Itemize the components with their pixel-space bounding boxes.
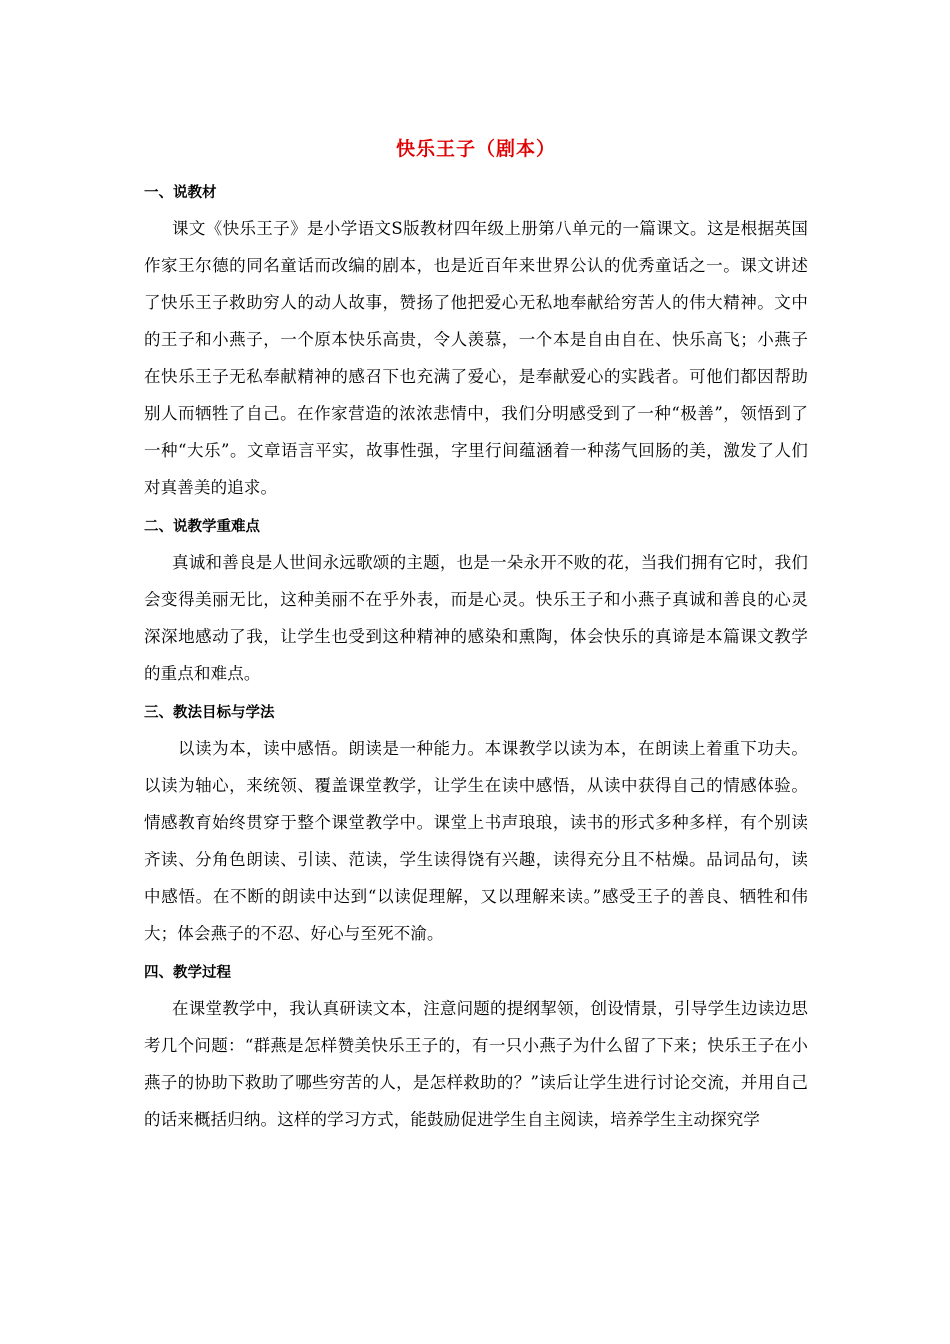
section-heading-key-points: 二、说教学重难点 (144, 519, 260, 535)
section-heading-teaching-methods: 三、教法目标与学法 (144, 705, 275, 721)
document-body (144, 132, 808, 1142)
section-heading-teaching-process: 四、教学过程 (144, 965, 231, 981)
paragraph-key-points: 真诚和善良是人世间永远歌颂的主题，也是一朵永开不败的花，当我们拥有它时，我们会变得美丽无比，这种美丽不在乎外表，而是心灵。快乐王子和小燕子真诚和善良的心灵深深地感动了我，让学生也受到这种精神的感染和熏陶，体会快乐的真谛是本篇课文教学的重点和难点。 (144, 553, 808, 683)
paragraph-textbook: 课文《快乐王子》是小学语文S版教材四年级上册第八单元的一篇课文。这是根据英国作家王尔德的同名童话而改编的剧本，也是近百年来世界公认的优秀童话之一。课文讲述了快乐王子救助穷人的动人故事，赞扬了他把爱心无私地奉献给穷苦人的伟大精神。文中的王子和小燕子，一个原本快乐高贵，令人羡慕，一个本是自由自在、快乐高飞；小燕子在快乐王子无私奉献精神的感召下也充满了爱心，是奉献爱心的实践者。可他们都因帮助别人而牺牲了自己。在作家营造的浓浓悲情中，我们分明感受到了一种“极善”，领悟到了一种“大乐”。文章语言平实，故事性强，字里行间蕴涵着一种荡气回肠的美，激发了人们对真善美的追求。 (144, 219, 808, 497)
document-title: 快乐王子（剧本） (395, 138, 556, 160)
paragraph-teaching-process: 在课堂教学中，我认真研读文本，注意问题的提纲挈领，创设情景，引导学生边读边思考几个问题：“群燕是怎样赞美快乐王子的，有一只小燕子为什么留了下来；快乐王子在小燕子的协助下救助了哪些穷苦的人，是怎样救助的？”读后让学生进行讨论交流，并用自己的话来概括归纳。这样的学习方式，能鼓励促进学生自主阅读，培养学生主动探究学 (144, 999, 808, 1129)
section-heading-textbook: 一、说教材 (144, 185, 217, 201)
paragraph-teaching-methods: 以读为本，读中感悟。朗读是一种能力。本课教学以读为本，在朗读上着重下功夫。以读为轴心，来统领、覆盖课堂教学，让学生在读中感悟，从读中获得自己的情感体验。情感教育始终贯穿于整个课堂教学中。课堂上书声琅琅，读书的形式多种多样，有个别读齐读、分角色朗读、引读、范读，学生读得饶有兴趣，读得充分且不枯燥。品词品句，读中感悟。在不断的朗读中达到“以读促理解，又以理解来读。”感受王子的善良、牺牲和伟大；体会燕子的不忍、好心与至死不渝。 (144, 739, 808, 943)
